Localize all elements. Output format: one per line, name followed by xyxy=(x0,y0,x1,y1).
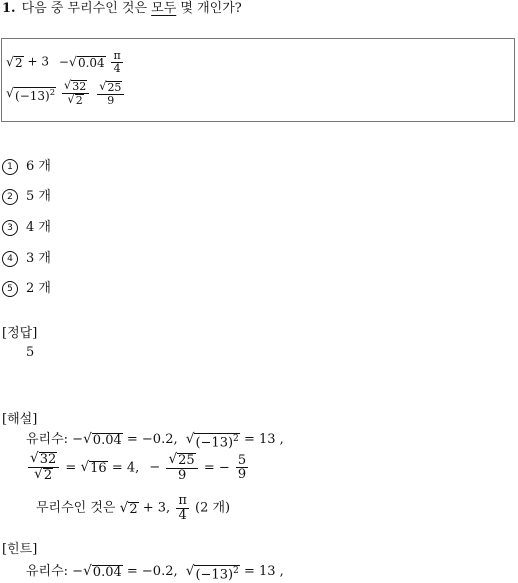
explanation-line-2: √ 32 √ 2 = √ 16 = 4, − √ 25 9 = − $\frac{5}{9}$ xyxy=(30,450,247,484)
option-5-marker: 5 xyxy=(2,281,18,297)
answer-value: 5 xyxy=(26,345,35,360)
fraction-sqrt25-over-9-exp: √ 25 9 xyxy=(166,453,197,483)
box-row-1 xyxy=(6,50,125,74)
radical-0-04: √ 0.04 xyxy=(68,53,105,70)
option-3[interactable] xyxy=(2,219,51,237)
question-text-before: 다음 중 무리수인 것은 xyxy=(21,1,152,16)
explanation-line-1: 유리수: − √ 0.04 = −0.2, √ $(-13)^2$ = 13 , xyxy=(26,431,284,451)
question-text-after: 몇 개인가? xyxy=(176,1,242,16)
box-row-2 xyxy=(6,80,126,107)
radical-neg13-squared: √ $(-13)^2$ xyxy=(6,85,56,104)
fraction-sqrt25-over-9: √ 25 9 xyxy=(97,81,124,107)
radical-sqrt2: √ 2 xyxy=(6,53,23,70)
option-2-label: 5 개 xyxy=(26,189,51,204)
option-5[interactable] xyxy=(2,280,51,298)
option-3-label: 4 개 xyxy=(26,220,51,235)
option-3-marker: 3 xyxy=(2,220,18,236)
option-4[interactable] xyxy=(2,250,51,268)
question-emphasis: 모두 xyxy=(151,1,177,16)
option-4-marker: 4 xyxy=(2,251,18,267)
explanation-line-3: 무리수인 것은 √ 2 + 3, $\frac{\pi}{4}$ (2 개) xyxy=(36,493,231,523)
option-2-marker: 2 xyxy=(2,189,18,205)
explanation-label: [해설] xyxy=(2,412,38,427)
option-5-label: 2 개 xyxy=(26,281,51,296)
question xyxy=(2,0,242,18)
fraction-sqrt32-over-sqrt2-exp: √ 32 √ 2 xyxy=(28,452,59,484)
fraction-pi-over-4-exp: $\frac{\pi}{4}$ xyxy=(178,493,187,523)
hint-line-1: 유리수: − √ 0.04 = −0.2, √ $(-13)^2$ = 13 , xyxy=(26,563,284,583)
plus-three: + 3 xyxy=(27,54,50,69)
question-number: 1. xyxy=(2,1,16,16)
option-4-label: 3 개 xyxy=(26,251,51,266)
option-1-label: 6 개 xyxy=(26,159,51,174)
option-1-marker: 1 xyxy=(2,159,18,175)
option-1[interactable] xyxy=(2,158,51,176)
minus-sign: − xyxy=(58,54,69,69)
fraction-5-over-9: $\frac{5}{9}$ xyxy=(237,452,247,483)
answer-label: [정답] xyxy=(2,326,38,341)
option-2[interactable] xyxy=(2,188,51,206)
hint-label: [힌트] xyxy=(2,542,38,557)
fraction-pi-over-4: $\frac{\pi}{4}$ xyxy=(113,49,121,75)
fraction-sqrt32-over-sqrt2: √ 32 √ 2 xyxy=(62,80,89,107)
